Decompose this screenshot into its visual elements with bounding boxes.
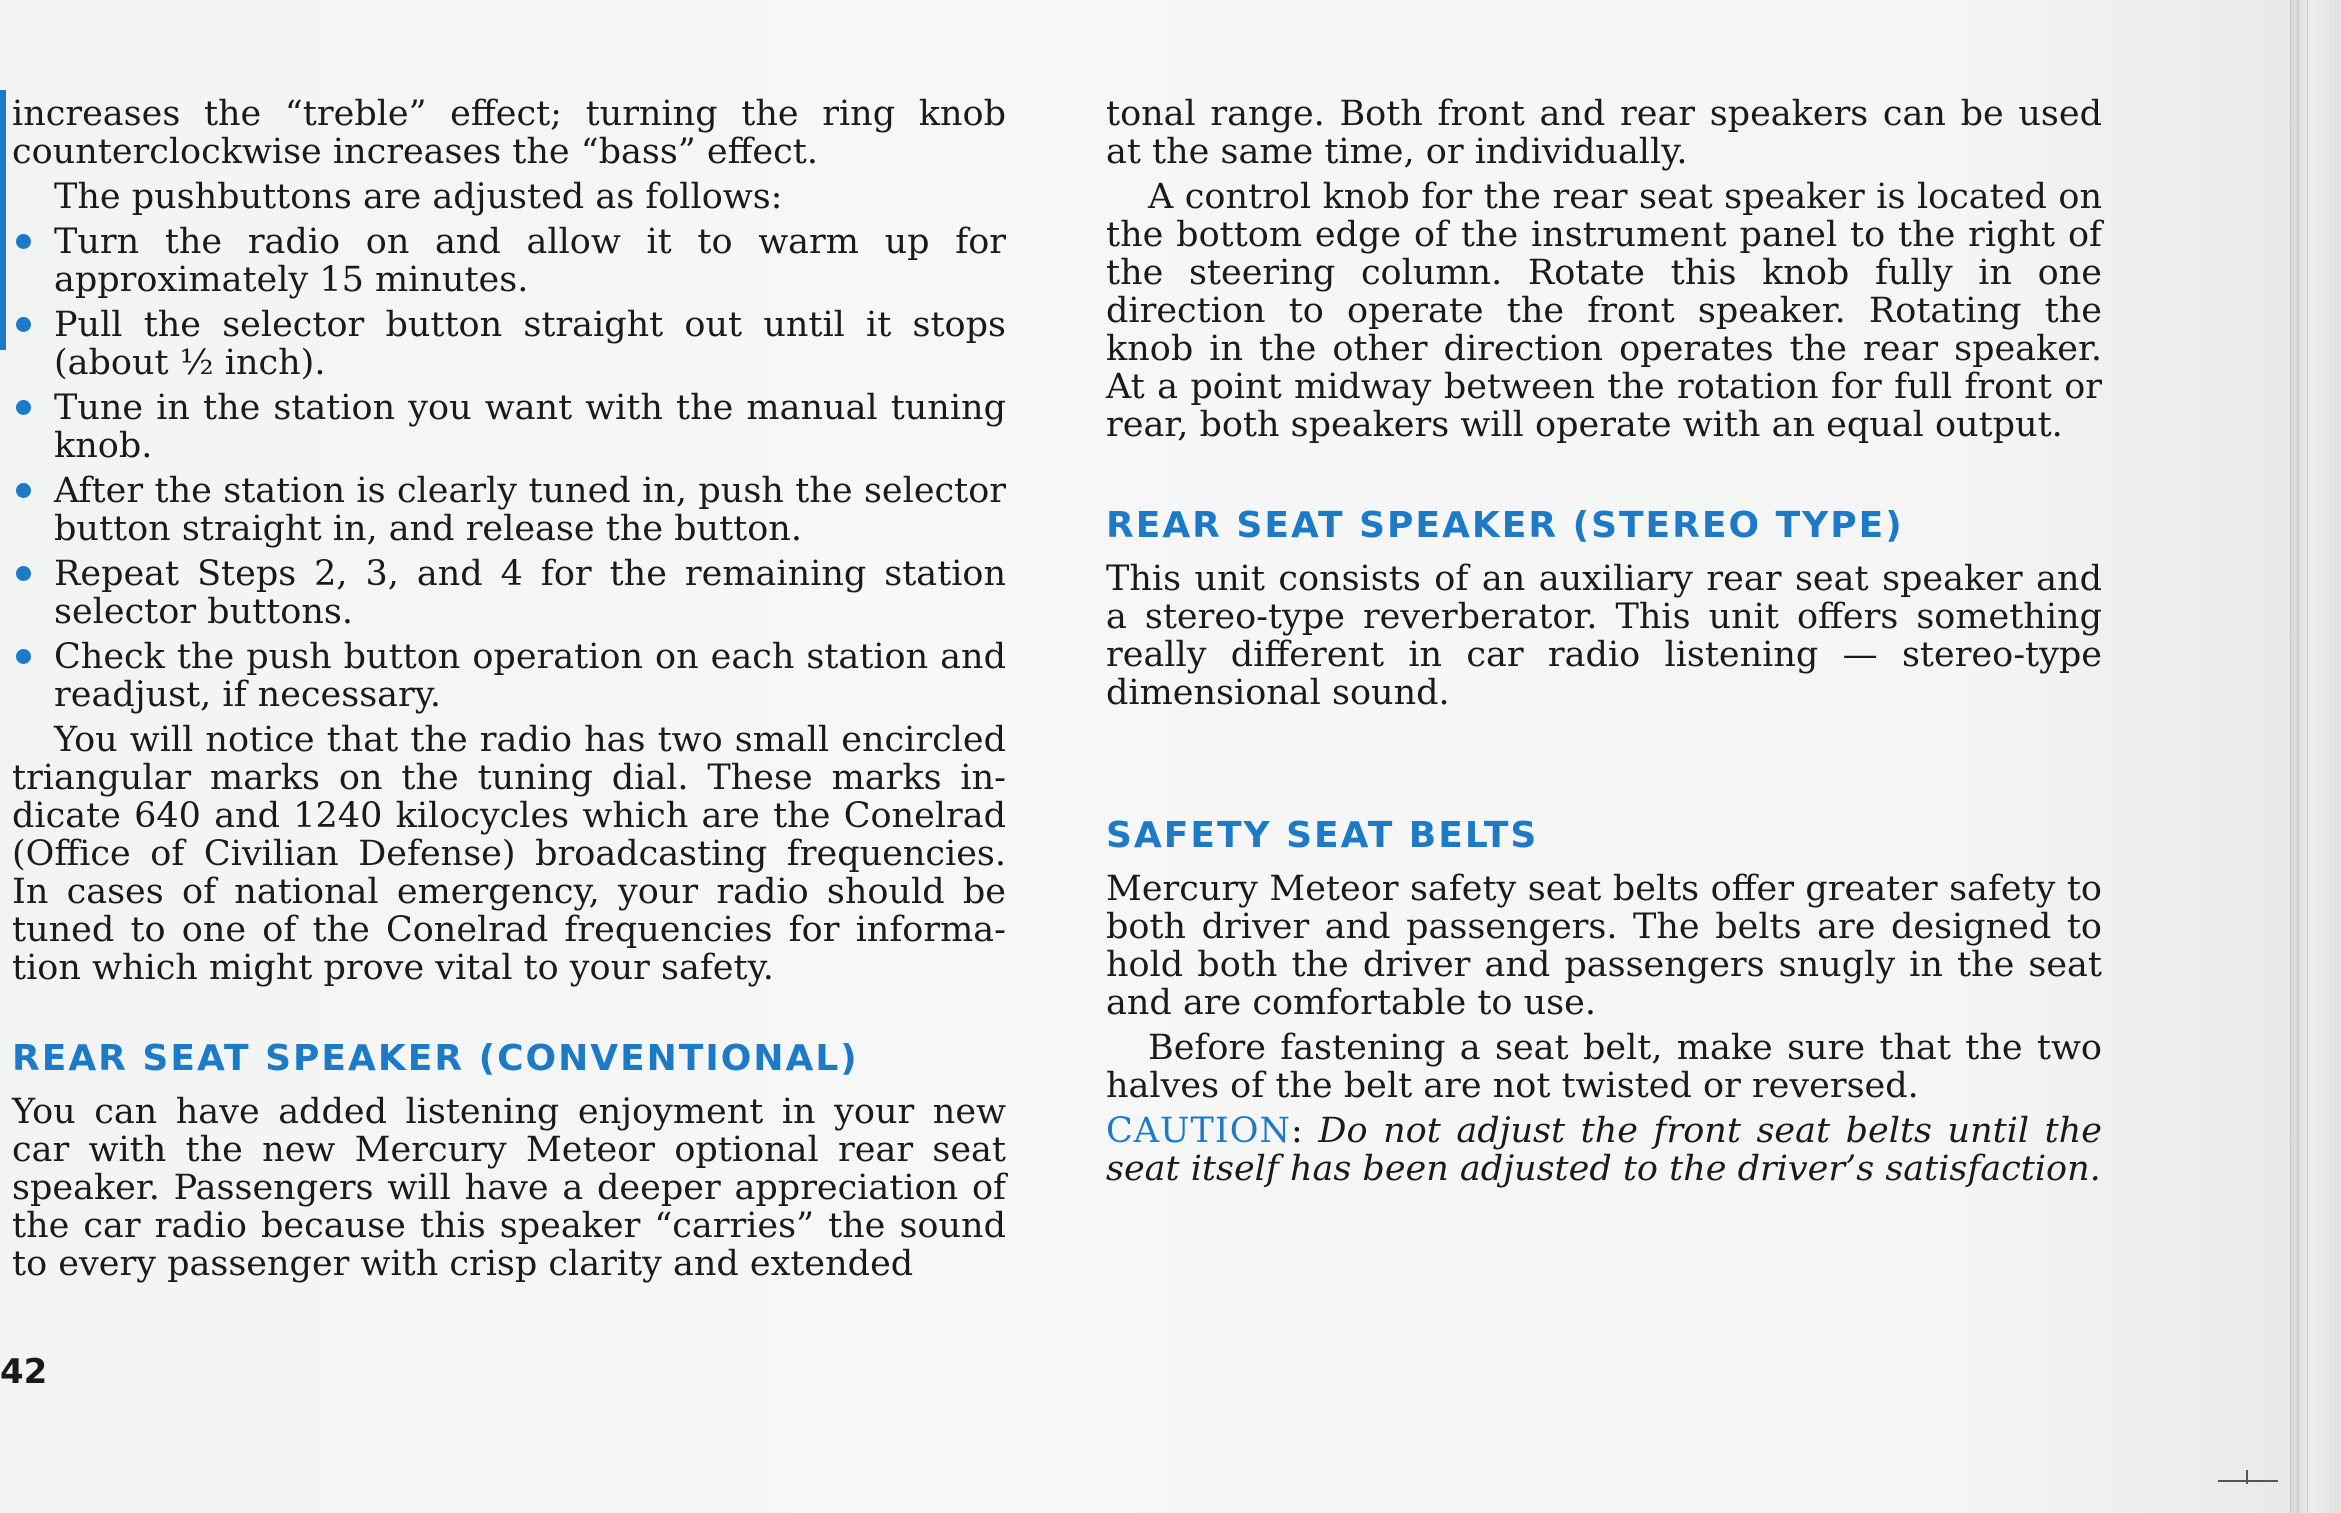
bullet-dot-icon [16, 317, 31, 332]
conventional-paragraph: You can have added listening enjoyment in your new car with the new Mercury Meteor optional rear seat speaker. Passengers will have a deeper appreciation of the car radio because this speaker “carries” the sound to every passenger with crisp clarity and extended [12, 1092, 1006, 1284]
list-item [12, 472, 1006, 548]
right-column [1106, 95, 2102, 1195]
control-knob-paragraph: A control knob for the rear seat speaker is located on the bottom edge of the instrument panel to the right of the steering column. Rotate this knob fully in one direction to operate the front speaker. Rotating the knob in the other direction operates the rear speaker. At a point midway between the rotation for full front or rear, both speakers will operate with an equal output. [1106, 177, 2102, 445]
seat-belts-paragraph: Mercury Meteor safety seat belts offer greater safety to both driver and passengers. The belts are designed to hold both the driver and passengers snugly in the seat and are comfortable to use. [1106, 869, 2102, 1023]
page-edge [2290, 0, 2341, 1513]
bullet-dot-icon [16, 566, 31, 581]
step-text: Check the push button operation on each station and readjust, if necessary. [54, 637, 1006, 715]
pushbutton-steps-list [12, 223, 1006, 714]
step-text: Repeat Steps 2, 3, and 4 for the remaining station selector buttons. [54, 554, 1006, 632]
step-text: Turn the radio on and allow it to warm up for approximately 15 minutes. [54, 222, 1006, 300]
bullet-dot-icon [16, 649, 31, 664]
list-item [12, 555, 1006, 631]
step-text: Pull the selector button straight out until it stops (about ½ inch). [54, 305, 1006, 383]
stereo-paragraph: This unit consists of an auxiliary rear seat speaker and a stereo-type reverberator. This unit offers something really different in car radio listening — stereo-type dimensional sound. [1106, 559, 2102, 713]
caution-note [1106, 1112, 2102, 1188]
caution-label: CAUTION [1106, 1111, 1292, 1151]
list-item [12, 306, 1006, 382]
section-heading-stereo: REAR SEAT SPEAKER (STEREO TYPE) [1106, 505, 1904, 546]
continued-paragraph: tonal range. Both front and rear speakers can be used at the same time, or individually. [1106, 94, 2102, 172]
step-text: Tune in the station you want with the manual tuning knob. [54, 388, 1006, 466]
caution-colon: : [1291, 1111, 1303, 1151]
conelrad-paragraph: You will notice that the radio has two small encircled triangular marks on the tuning dial. These marks indicate 640 and 1240 kilocycles which are the Conelrad (Office of Civilian Defense) broadcasting frequencies. In cases of national emergency, your radio should be tuned to one of the Conelrad frequencies for information which might prove vital to your safety. [12, 720, 1006, 988]
fastening-paragraph: Before fastening a seat belt, make sure that the two halves of the belt are not twisted or reversed. [1106, 1028, 2102, 1106]
bullet-dot-icon [16, 234, 31, 249]
page-number: 42 [0, 1352, 48, 1392]
bullet-dot-icon [16, 400, 31, 415]
left-column [12, 95, 1006, 1290]
intro-paragraph: increases the “treble” effect; turning the ring knob counterclockwise increases the “bass” effect. [12, 94, 1006, 172]
left-edge-color-strip [0, 90, 6, 350]
section-heading-seat-belts: SAFETY SEAT BELTS [1106, 815, 1539, 856]
list-item [12, 638, 1006, 714]
list-item [12, 223, 1006, 299]
pushbutton-intro: The pushbuttons are adjusted as follows: [54, 177, 783, 217]
step-text: After the station is clearly tuned in, push the selector button straight in, and release the button. [54, 471, 1006, 549]
caution-text: Do not adjust the front seat belts until the seat itself has been adjusted to the driver’s satisfaction. [1106, 1111, 2102, 1189]
crop-mark-icon [2218, 1480, 2278, 1482]
section-heading-conventional: REAR SEAT SPEAKER (CONVENTIONAL) [12, 1038, 859, 1079]
list-item [12, 389, 1006, 465]
bullet-dot-icon [16, 483, 31, 498]
